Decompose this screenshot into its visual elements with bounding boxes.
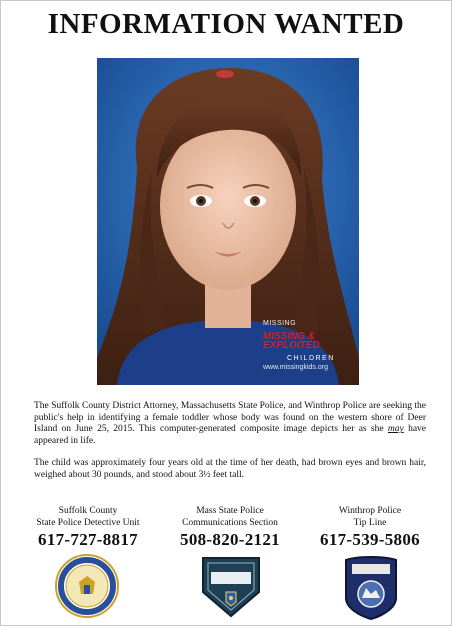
paragraph1-text: The Suffolk County District Attorney, Massachusetts State Police, and Winthrop Police are seeking the public's help in identifying a female toddler whose body was found on the western shore of Deer Island on June 25, 2015. This computer-generated composite image depicts her as she [34,401,426,434]
contact-agency-line1: Winthrop Police [338,506,402,516]
composite-photo [97,58,359,385]
contact-phone[interactable]: 617-539-5806 [320,530,420,549]
contact-mass-state-police [157,505,303,550]
winthrop-police-patch-icon [342,554,400,620]
contact-phone[interactable]: 508-820-2121 [180,530,280,549]
contact-suffolk [18,505,158,550]
description-paragraph-1 [34,401,426,447]
ncmec-logo-top: MISSING [263,320,297,327]
contact-phone[interactable]: 617-727-8817 [38,530,138,549]
suffolk-seal-icon [55,554,119,618]
ncmec-logo-text [263,332,355,350]
contact-agency-line2: State Police Detective Unit [36,518,140,528]
contacts-section [0,505,452,615]
paragraph1-emphasis: may [387,424,404,434]
ncmec-children: CHILDREN [287,355,335,362]
contact-agency-line1: Suffolk County [58,506,118,516]
paragraph1-text-end: have appeared in life. [34,424,427,446]
ncmec-line2: EXPLOITED [263,340,320,351]
ncmec-line1: MISSING & [263,331,316,342]
contact-agency-line1: Mass State Police [196,506,264,516]
state-police-patch-icon [199,554,263,618]
contact-agency-line2: Communications Section [182,518,278,528]
ncmec-url: www.missingkids.org [263,364,328,371]
description-paragraph-2: The child was approximately four years old at the time of her death, had brown eyes and brown hair, weighed about 30 pounds, and stood about 3½ feet tall. [34,458,426,480]
page-title: INFORMATION WANTED [47,8,405,40]
contact-agency-line2: Tip Line [353,518,387,528]
contact-winthrop [300,505,440,550]
